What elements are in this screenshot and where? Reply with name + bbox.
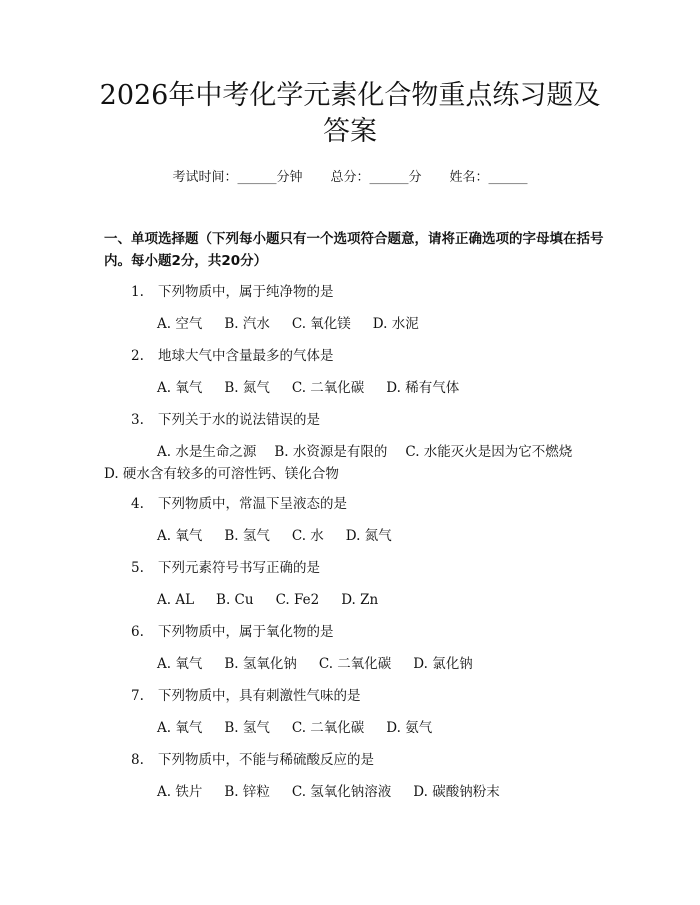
option-c: C. 水能灭火是因为它不燃烧 xyxy=(405,444,573,460)
question-text: 下列物质中，属于纯净物的是 xyxy=(158,284,334,300)
option-b: B. 水资源是有限的 xyxy=(274,444,388,460)
question-stem xyxy=(131,410,320,430)
document-title: 2026年中考化学元素化合物重点练习题及答案 xyxy=(99,80,601,147)
question-options xyxy=(157,314,441,334)
question-options xyxy=(157,782,522,802)
option-d: D. 稀有气体 xyxy=(386,380,460,396)
question-number: 7. xyxy=(131,688,144,704)
question-number: 8. xyxy=(131,752,144,768)
question-number: 3. xyxy=(131,412,144,428)
option-b: B. 氮气 xyxy=(224,380,270,396)
option-a: A. 氧气 xyxy=(157,656,203,672)
option-b: B. 锌粒 xyxy=(224,784,270,800)
option-c: C. 二氧化碳 xyxy=(291,380,365,396)
question-options xyxy=(157,526,414,546)
question-options xyxy=(157,378,481,398)
question-number: 5. xyxy=(131,560,144,576)
option-b: B. 氢氧化钠 xyxy=(224,656,297,672)
question-options xyxy=(104,441,600,485)
question-stem xyxy=(131,282,334,302)
option-c: C. 氧化镁 xyxy=(291,316,351,332)
question-number: 1. xyxy=(131,284,144,300)
exam-meta xyxy=(0,168,700,188)
option-c: C. 二氧化碳 xyxy=(291,720,365,736)
option-a: A. 铁片 xyxy=(157,784,203,800)
question-text: 下列物质中，属于氧化物的是 xyxy=(158,624,334,640)
option-c: C. 二氧化碳 xyxy=(318,656,392,672)
option-c: C. 水 xyxy=(291,528,324,544)
question-stem xyxy=(131,494,347,514)
option-d: D. 氨气 xyxy=(386,720,433,736)
question-text: 下列物质中，具有刺激性气味的是 xyxy=(158,688,361,704)
option-b: B. 氢气 xyxy=(224,720,270,736)
option-a: A. 氧气 xyxy=(157,380,203,396)
question-stem xyxy=(131,686,361,706)
question-options xyxy=(157,590,400,610)
question-number: 4. xyxy=(131,496,144,512)
question-stem xyxy=(131,622,334,642)
question-stem xyxy=(131,750,374,770)
option-c: C. 氢氧化钠溶液 xyxy=(291,784,392,800)
option-d: D. 水泥 xyxy=(372,316,419,332)
option-b: B. 汽水 xyxy=(224,316,270,332)
option-d: D. Zn xyxy=(341,592,379,608)
exam-time-label: 考试时间：______分钟 xyxy=(172,170,303,185)
question-text: 下列物质中，不能与稀硫酸反应的是 xyxy=(158,752,374,768)
question-options xyxy=(157,654,495,674)
option-c: C. Fe2 xyxy=(275,592,320,608)
question-number: 6. xyxy=(131,624,144,640)
option-a: A. 空气 xyxy=(157,316,203,332)
question-text: 下列元素符号书写正确的是 xyxy=(158,560,320,576)
question-stem xyxy=(131,346,334,366)
question-text: 下列关于水的说法错误的是 xyxy=(158,412,320,428)
question-text: 地球大气中含量最多的气体是 xyxy=(158,348,334,364)
option-a: A. 氧气 xyxy=(157,720,203,736)
option-a: A. AL xyxy=(157,592,195,608)
option-b: B. 氢气 xyxy=(224,528,270,544)
section-heading: 一、单项选择题（下列每小题只有一个选项符合题意，请将正确选项的字母填在括号内。每小题2分，共20分） xyxy=(104,231,604,269)
option-d: D. 氮气 xyxy=(345,528,392,544)
total-score-label: 总分：______分 xyxy=(330,170,422,185)
option-a: A. 水是生命之源 xyxy=(157,444,257,460)
question-number: 2. xyxy=(131,348,144,364)
option-a: A. 氧气 xyxy=(157,528,203,544)
option-d: D. 碳酸钠粉末 xyxy=(413,784,500,800)
option-d: D. 硬水含有较多的可溶性钙、镁化合物 xyxy=(104,466,339,482)
question-stem xyxy=(131,558,320,578)
student-name-label: 姓名：______ xyxy=(449,170,528,185)
question-text: 下列物质中，常温下呈液态的是 xyxy=(158,496,347,512)
option-d: D. 氯化钠 xyxy=(413,656,473,672)
question-options xyxy=(157,718,454,738)
option-b: B. Cu xyxy=(216,592,254,608)
